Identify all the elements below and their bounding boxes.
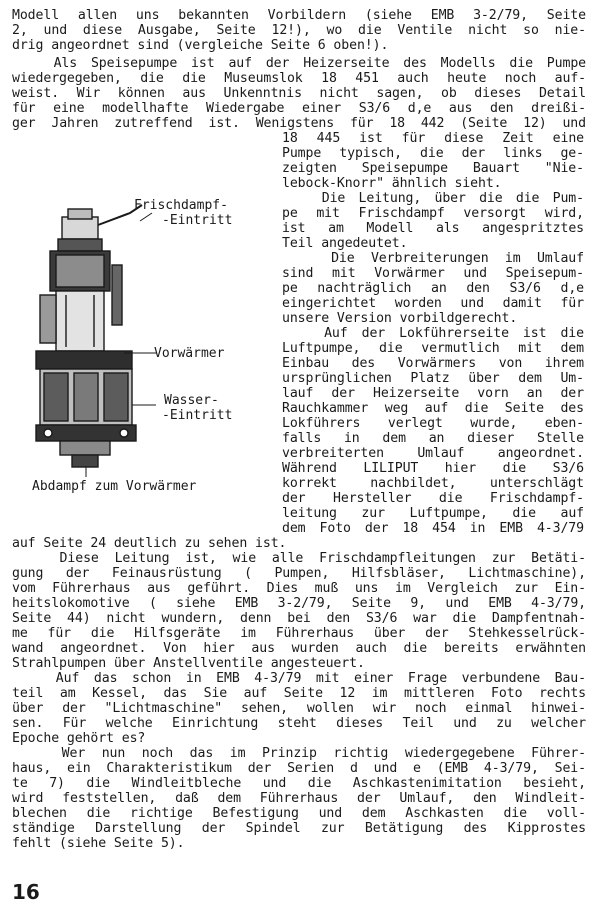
- text-line: Teil angedeutet.: [282, 236, 408, 251]
- text-line: lauf der Heizerseite vorn an der: [282, 386, 584, 401]
- text-line: te 7) die Windleitbleche und die Aschkastenimitation besieht,: [12, 776, 586, 791]
- text-line: me für die Hilfsgeräte im Führerhaus über der Stehkesselrück-: [12, 626, 586, 641]
- text-line: pe nachträglich an den S3/6 d,e: [282, 281, 584, 296]
- page-number: 16: [12, 880, 40, 904]
- text-line: vom Führerhaus aus geführt. Dies muß uns im Vergleich zur Ein-: [12, 581, 586, 596]
- text-line: Luftpumpe, die vermutlich mit dem: [282, 341, 584, 356]
- text-line: verbreiterten Umlauf angeordnet.: [282, 446, 584, 461]
- text-line: haus, ein Charakteristikum der Serien d und e (EMB 4-3/79, Sei-: [12, 761, 586, 776]
- text-line: ist am Modell als angespritztes: [282, 221, 584, 236]
- text-line: Auf das schon in EMB 4-3/79 mit einer Frage verbundene Bau-: [12, 671, 586, 686]
- text-line: Epoche gehört es?: [12, 731, 146, 746]
- pump-illustration: [20, 195, 260, 485]
- text-line: gung der Feinausrüstung ( Pumpen, Hilfsbläser, Lichtmaschine),: [12, 566, 586, 581]
- text-line: ursprünglichen Platz über dem Um-: [282, 371, 584, 386]
- text-line: Als Speisepumpe ist auf der Heizerseite des Modells die Pumpe: [12, 56, 586, 71]
- text-line: ger Jahren zutreffend ist. Wenigstens für 18 442 (Seite 12) und: [12, 116, 586, 131]
- text-line: drig angeordnet sind (vergleiche Seite 6 oben!).: [12, 38, 389, 53]
- text-line: Lokführers verlegt wurde, eben-: [282, 416, 584, 431]
- text-line: leitung zur Luftpumpe, die auf: [282, 506, 584, 521]
- text-line: Modell allen uns bekannten Vorbildern (siehe EMB 3-2/79, Seite: [12, 8, 586, 23]
- text-line: 2, und diese Ausgabe, Seite 12!), wo die Ventile nicht so nie-: [12, 23, 586, 38]
- text-line: Die Leitung, über die die Pum-: [282, 191, 584, 206]
- figure-label-frischdampf: -Eintritt: [162, 213, 233, 228]
- text-line: blechen die richtige Befestigung und dem Aschkasten die voll-: [12, 806, 586, 821]
- text-line: falls in dem an dieser Stelle: [282, 431, 584, 446]
- text-line: für eine modellhafte Wiedergabe einer S3/6 d,e aus den dreißi-: [12, 101, 586, 116]
- text-line: Seite 44) nicht wundern, denn bei den S3/6 war die Dampfentnah-: [12, 611, 586, 626]
- figure-label-frischdampf: Frischdampf-: [134, 198, 228, 213]
- text-line: sind mit Vorwärmer und Speisepum-: [282, 266, 584, 281]
- text-line: pe mit Frischdampf versorgt wird,: [282, 206, 584, 221]
- text-line: Diese Leitung ist, wie alle Frischdampfleitungen zur Betäti-: [12, 551, 586, 566]
- text-line: fehlt (siehe Seite 5).: [12, 836, 185, 851]
- text-line: korrekt nachbildet, unterschlägt: [282, 476, 584, 491]
- text-line: Einbau des Vorwärmers von ihrem: [282, 356, 584, 371]
- text-line: Wer nun noch das im Prinzip richtig wiedergegebene Führer-: [12, 746, 586, 761]
- figure-label-vorwaermer: Vorwärmer: [154, 346, 225, 361]
- text-line: wiedergegeben, die die Museumslok 18 451 auch heute noch auf-: [12, 71, 586, 86]
- figure-label-wasser: Wasser-: [164, 393, 219, 408]
- text-line: dem Foto der 18 454 in EMB 4-3/79: [282, 521, 584, 536]
- text-line: teil am Kessel, das Sie auf Seite 12 im mittleren Foto rechts: [12, 686, 586, 701]
- text-line: Pumpe typisch, die der links ge-: [282, 146, 584, 161]
- text-line: weist. Wir können aus Unkenntnis nicht sagen, ob dieses Detail: [12, 86, 586, 101]
- text-line: 18 445 ist für diese Zeit eine: [282, 131, 584, 146]
- text-line: sen. Für welche Einrichtung steht dieses Teil und zu welcher: [12, 716, 586, 731]
- text-line: zeigten Speisepumpe Bauart "Nie-: [282, 161, 584, 176]
- text-line: der Hersteller die Frischdampf-: [282, 491, 584, 506]
- text-line: eingerichtet worden und damit für: [282, 296, 584, 311]
- text-line: ständige Darstellung der Spindel zur Betätigung des Kipprostes: [12, 821, 586, 836]
- text-line: Strahlpumpen über Anstellventile angesteuert.: [12, 656, 365, 671]
- text-line: heitslokomotive ( siehe EMB 3-2/79, Seite 9, und EMB 4-3/79,: [12, 596, 586, 611]
- text-line: auf Seite 24 deutlich zu sehen ist.: [12, 536, 287, 551]
- text-line: Während LILIPUT hier die S3/6: [282, 461, 584, 476]
- text-line: wird feststellen, daß dem Führerhaus der Umlauf, den Windleit-: [12, 791, 586, 806]
- text-line: unsere Version vorbildgerecht.: [282, 311, 518, 326]
- text-line: über der "Lichtmaschine" sehen, wollen wir noch einmal hinwei-: [12, 701, 586, 716]
- text-line: Die Verbreiterungen im Umlauf: [282, 251, 584, 266]
- figure-label-wasser: -Eintritt: [162, 408, 233, 423]
- figure-caption: Abdampf zum Vorwärmer: [32, 479, 197, 494]
- text-line: Rauchkammer weg auf die Seite des: [282, 401, 584, 416]
- text-line: Auf der Lokführerseite ist die: [282, 326, 584, 341]
- text-line: lebock-Knorr" ähnlich sieht.: [282, 176, 502, 191]
- text-line: wand angeordnet. Von hier aus wurden auch die bereits erwähnten: [12, 641, 586, 656]
